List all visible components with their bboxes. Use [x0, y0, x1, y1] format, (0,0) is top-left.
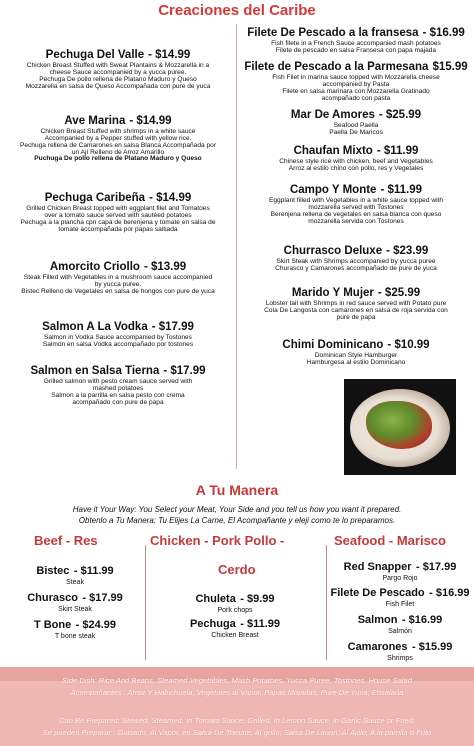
menu-item — [240, 106, 472, 137]
item-desc: Chinese style rice with chicken, beef and Vegetables — [279, 157, 433, 165]
item-desc: Cola De Langosta con camarones en salsa de roja servida con — [264, 306, 448, 314]
menu-item — [2, 112, 234, 163]
seafood-item — [330, 558, 470, 582]
menu-item — [240, 336, 472, 367]
item-price: - $11.99 — [380, 184, 423, 196]
prepared-spanish-text: Se pueden Preparar : Guisado, Al Vapor, en Salsa De Tomate, Al grillo, Salsa De Limon, Al Ajillo, A la parrilla o Frito — [42, 728, 432, 737]
item-price: - $16.99 — [401, 614, 443, 626]
item-price: - $25.99 — [377, 287, 421, 299]
item-desc: Skirt Steak with Shrimps accompanied by yucca puree — [276, 257, 436, 265]
seafood-heading-text: Seafood - Marisco — [334, 533, 446, 548]
item-sub: Fish Filet — [385, 600, 415, 608]
seafood-item — [330, 611, 470, 635]
item-desc: accompanied by Pasta — [322, 80, 390, 88]
menu-item — [2, 46, 234, 90]
item-price: - $14.99 — [129, 115, 172, 127]
item-name: Filete De Pescado a la fransesa — [247, 27, 419, 39]
menu-item — [2, 362, 234, 406]
item-name: Salmon en Salsa Tierna — [30, 365, 160, 377]
item-name: Salmon — [357, 614, 398, 626]
item-desc: Salmon en salsa Vodka accompañado por tostones — [42, 340, 194, 348]
menu-item — [240, 284, 472, 322]
acompanantes-text: Acompañantes : Arroz Y Habichuela, Vegetales al Vapor, Papas Majadas, Pure De Yuca, Ensalada — [70, 688, 404, 697]
item-desc: over a tomato sauce served with sautéed potatoes — [44, 211, 192, 219]
item-name: T Bone — [33, 619, 72, 631]
item-desc: Chicken Breast Stuffed with shrimps in a white sauce — [40, 127, 196, 135]
item-price: - $16.99 — [422, 27, 465, 39]
item-name: Churasco — [27, 592, 78, 604]
seafood-item — [330, 584, 470, 608]
beef-heading — [34, 533, 98, 548]
item-price: - $23.99 — [386, 245, 429, 257]
item-price: - $11.99 — [73, 565, 114, 577]
item-name: Camarones — [347, 641, 408, 653]
item-price: - $14.99 — [149, 192, 192, 204]
item-desc: mozzarella served with Tostones — [308, 203, 404, 211]
menu-item — [240, 181, 472, 225]
beef-heading-text: Beef - Res — [34, 533, 98, 548]
item-desc: Grilled Chicken Breast topped with eggplant filet and Tomatoes — [26, 204, 210, 212]
item-desc: Filete de pescado en salsa Fransesa con papa majada — [275, 46, 437, 54]
item-name: Ave Marina — [64, 115, 126, 127]
prepared-english-text: Can Be Prepared: Stewed, Steamed, In Tomato Sauce, Grilled, In Lemon Sauce, in Garlic Sauce or Fried. — [59, 716, 415, 725]
seafood-item — [330, 638, 470, 662]
item-desc: Bistec Relleno de Vegetales en salsa de hongos con pure de yuca — [21, 287, 215, 295]
menu-item — [240, 142, 472, 173]
item-sub: Chicken Breast — [211, 631, 259, 639]
item-name: Chaufan Mixto — [293, 145, 373, 157]
footer-band — [0, 667, 474, 746]
a-tu-manera-heading: A Tu Manera — [195, 482, 279, 498]
item-price: - $25.99 — [378, 109, 422, 121]
item-name: Chimi Dominicano — [282, 339, 384, 351]
menu-item — [2, 189, 234, 233]
item-name: Marido Y Mujer — [291, 287, 374, 299]
intro-english: Have it Your Way: You Select your Meat, Your Side and you tell us how you want it prepared. — [72, 505, 402, 514]
item-desc: pure de papa — [336, 313, 376, 321]
item-sub: Pargo Rojo — [382, 574, 418, 582]
cerdo-heading-text: Cerdo — [218, 562, 256, 577]
item-desc: Lobster tail with Shrimps in red sauce served with Potato pure — [265, 299, 447, 307]
cerdo-heading — [218, 562, 256, 577]
column-separator — [145, 545, 146, 660]
item-desc: mashed potatoes — [92, 384, 144, 392]
item-name: Mar De Amores — [290, 109, 375, 121]
item-sub: Salmón — [388, 627, 412, 635]
item-desc: Pechuga a la plancha cpn capa de berenjena y tomate en salsa de — [20, 218, 216, 226]
item-desc: Steak Filled with Vegetables in a mushroom sauce accompanied — [23, 273, 213, 281]
item-name: Amorcito Criollo — [49, 261, 140, 273]
seafood-heading — [334, 533, 446, 548]
item-desc: Salmon a la parrilla en salsa pesto con crema — [51, 391, 185, 399]
item-desc: mozzarella servida con Tostones — [308, 217, 404, 225]
item-desc: Dominican Style Hamburger — [314, 351, 398, 359]
beef-item — [10, 589, 140, 613]
item-desc: by yucca puree. — [94, 280, 142, 288]
item-name: Pechuga Caribeña — [44, 192, 146, 204]
item-name: Churrasco Deluxe — [283, 245, 383, 257]
item-name: Salmon A La Vodka — [42, 321, 148, 333]
chicken-item — [150, 590, 320, 614]
item-name: Pechuga — [189, 618, 236, 630]
item-desc: Churasco y Camarones accompañado de pure de yuca — [275, 264, 437, 272]
item-desc: Eggplant filled with Vegetables in a white sauce topped with — [268, 196, 444, 204]
chicken-heading — [150, 533, 284, 548]
item-name: Bistec — [36, 565, 70, 577]
item-sub: Steak — [66, 578, 84, 586]
item-desc: Grilled salmon with pesto cream sauce served with — [43, 377, 193, 385]
item-price: - $17.99 — [151, 321, 194, 333]
item-name: Pechuga Del Valle — [45, 49, 145, 61]
item-name: Chuleta — [195, 593, 236, 605]
item-desc: tomate accompañada por papas saltiada — [58, 225, 178, 233]
item-desc: Paella De Maricos — [329, 128, 383, 136]
item-desc: un Ají Relleno de Arroz Amarillo — [71, 148, 165, 156]
item-sub: Pork chops — [217, 606, 253, 614]
menu-item — [2, 318, 234, 349]
item-price: $15.99 — [432, 61, 468, 73]
item-desc: Chicken Breast Stuffed with Sweat Plantains & Mozzarella in a — [26, 61, 210, 69]
menu-item — [240, 242, 472, 273]
item-price: - $14.99 — [148, 49, 191, 61]
item-price: - $17.99 — [82, 592, 123, 604]
item-desc: Fish filete in a French Sauce accompanied mash potatoes — [271, 39, 441, 47]
menu-item — [2, 258, 234, 296]
item-price: - $11.99 — [376, 145, 419, 157]
item-price: - $17.99 — [415, 561, 457, 573]
item-desc: Pechuga De pollo rellena de Platano Maduro y Queso — [39, 75, 197, 83]
column-separator — [326, 545, 327, 660]
item-price: - $11.99 — [240, 618, 281, 630]
item-desc: Puchuga De pollo rellena de Platano Maduro y Queso — [34, 155, 202, 163]
food-photo — [344, 379, 456, 475]
item-desc: Salmon in Vodka Sauce accompanied by Tostones — [44, 333, 192, 341]
beef-item — [10, 616, 140, 640]
column-divider — [236, 24, 237, 469]
item-price: - $9.99 — [240, 593, 275, 605]
side-dish-text: Side Dish: Rice And Beans, Steamed Vegetables, Mash Potatoes, Yucca Puree, Tostones, House Salad — [62, 676, 412, 685]
item-desc: acompañado con pure de papa — [72, 398, 164, 406]
menu-item — [240, 24, 472, 55]
item-desc: cheese Sauce accompanied by a yucca puree. — [49, 68, 187, 76]
item-price: - $10.99 — [387, 339, 430, 351]
item-desc: Pechuga rellena de Camarones en salsa Blanca Accompañada por — [19, 141, 217, 149]
item-price: - $17.99 — [163, 365, 206, 377]
page-title: Creaciones del Caribe — [158, 2, 316, 19]
item-desc: Berenjena rellena de vegetales en salsa blanca con queso — [270, 210, 442, 218]
chicken-heading-text: Chicken - Pork Pollo - — [150, 533, 285, 548]
chicken-item — [150, 615, 320, 639]
item-price: - $24.99 — [75, 619, 117, 631]
item-price: - $16.99 — [429, 587, 470, 599]
item-desc: acompañado con pasta — [321, 94, 391, 102]
item-desc: Hamburgesa al estilo Dominicano — [306, 358, 406, 366]
item-name: Campo Y Monte — [289, 184, 377, 196]
item-price: - $15.99 — [412, 641, 453, 653]
item-sub: T bone steak — [54, 632, 96, 640]
item-desc: Arroz al estilo chino con pollo, res y Vegetales — [288, 164, 424, 172]
item-desc: Accompanied by a Pepper stuffed with yellow rice. — [44, 134, 192, 142]
item-desc: Seafood Paella — [333, 121, 379, 129]
item-name: Filete De Pescado — [330, 587, 425, 599]
intro-spanish: Obtenlo a Tu Manera: Tu Elijes La Carne, El Acompañante y eleji como te lo preparamos. — [78, 516, 396, 525]
item-name: Red Snapper — [343, 561, 412, 573]
item-price: - $13.99 — [143, 261, 187, 273]
item-desc: Filete en salsa marinara con Mozzarella Gratinado — [282, 87, 430, 95]
item-desc: Fish Filet in marina sauce topped with Mozzarella cheese — [272, 73, 440, 81]
item-desc: Mozzarella en salsa de Queso Accompañada con pure de yuca — [25, 82, 211, 90]
item-sub: Skirt Steak — [58, 605, 92, 613]
item-sub: Shrimps — [387, 654, 413, 662]
item-name: Filete de Pescado a la Parmesana — [244, 61, 429, 73]
menu-item — [240, 58, 472, 102]
beef-item — [10, 562, 140, 586]
